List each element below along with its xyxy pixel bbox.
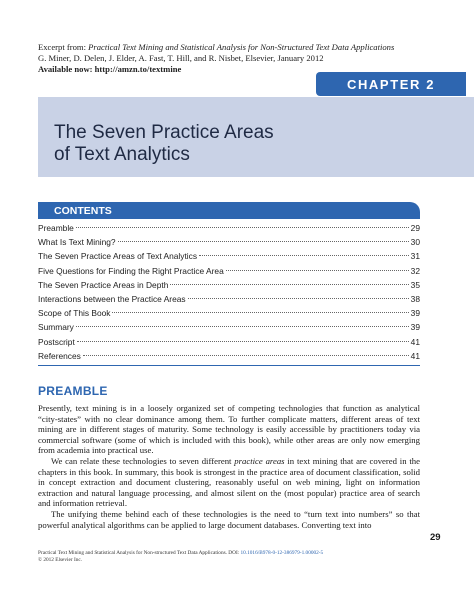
chapter-title-line-2: of Text Analytics bbox=[54, 144, 190, 165]
table-of-contents bbox=[38, 221, 420, 363]
excerpt-line-1 bbox=[38, 42, 458, 53]
toc-leader bbox=[112, 312, 408, 313]
toc-item-page: 41 bbox=[410, 350, 420, 361]
contents-divider bbox=[38, 365, 420, 366]
toc-item-label: Preamble bbox=[38, 223, 74, 233]
toc-item-label: References bbox=[38, 350, 81, 361]
preamble-paragraph-1: Presently, text mining is in a loosely organized set of competing technologies that function as analytical “city-states” with no clear dominance among them. To further complicate matters, different areas of text mining are in different stages of maturity. Some technology is easily accessible by practitioners today via commercial software (some of which is included with this book), while other areas are only now emerging from academia into practical use. bbox=[38, 403, 420, 456]
p2-text-before: We can relate these technologies to seven different bbox=[51, 455, 235, 466]
toc-item[interactable] bbox=[38, 235, 420, 249]
toc-item-page: 31 bbox=[410, 251, 420, 262]
footer-source: Practical Text Mining and Statistical Analysis for Non-structured Text Data Applications. DOI: bbox=[38, 550, 241, 556]
toc-item-label: Summary bbox=[38, 322, 74, 333]
preamble-paragraph-2 bbox=[38, 456, 420, 509]
toc-item[interactable] bbox=[38, 221, 420, 235]
toc-leader bbox=[226, 270, 409, 271]
toc-item-label: The Seven Practice Areas of Text Analytics bbox=[38, 251, 198, 262]
chapter-title-line-1: The Seven Practice Areas bbox=[54, 122, 274, 143]
toc-item-label: What Is Text Mining? bbox=[38, 237, 116, 248]
toc-item-page: 38 bbox=[410, 293, 420, 304]
toc-leader bbox=[76, 326, 409, 327]
excerpt-citation bbox=[38, 42, 458, 76]
footer-copyright: © 2012 Elsevier Inc. bbox=[38, 557, 83, 563]
footer-line-1 bbox=[38, 550, 438, 557]
toc-item-label: Postscript bbox=[38, 336, 75, 347]
toc-leader bbox=[83, 355, 409, 356]
toc-leader bbox=[118, 241, 409, 242]
excerpt-prefix: Excerpt from: bbox=[38, 42, 89, 52]
toc-item-page: 32 bbox=[410, 265, 420, 276]
page-number: 29 bbox=[430, 532, 441, 543]
toc-item[interactable] bbox=[38, 335, 420, 349]
toc-item[interactable] bbox=[38, 320, 420, 334]
page-footer bbox=[38, 550, 438, 564]
book-title: Practical Text Mining and Statistical Analysis for Non-Structured Text Data Applications bbox=[88, 42, 395, 52]
p2-text-after: in text mining that are covered in the chapters in this book. In summary, this book is strongest in the practice area of document classification, solid in concept extraction and document clustering, reasonably useful on web mining, light on information extraction and natural language processing, and almost silent on the (most popular) practice area of search and information retrieval. bbox=[38, 455, 420, 509]
toc-item-page: 39 bbox=[410, 322, 420, 333]
p2-emphasis: practice areas bbox=[234, 455, 285, 466]
toc-item[interactable] bbox=[38, 278, 420, 292]
toc-item[interactable] bbox=[38, 292, 420, 306]
doi-link[interactable]: 10.1016/B978-0-12-386979-1.00002-5 bbox=[240, 550, 324, 556]
toc-item-page: 29 bbox=[410, 223, 420, 233]
preamble-paragraph-3: The unifying theme behind each of these technologies is the need to “turn text into numbers” so that powerful analytical algorithms can be applied to large document databases. Converting text into bbox=[38, 508, 420, 530]
toc-item[interactable] bbox=[38, 349, 420, 363]
toc-item-page: 30 bbox=[410, 237, 420, 248]
toc-item[interactable] bbox=[38, 306, 420, 320]
preamble-heading: PREAMBLE bbox=[38, 384, 108, 398]
toc-item-page: 39 bbox=[410, 308, 420, 319]
chapter-title-band bbox=[38, 97, 474, 177]
available-link[interactable]: Available now: http://amzn.to/textmine bbox=[38, 64, 182, 75]
chapter-title bbox=[54, 122, 274, 166]
toc-item-page: 35 bbox=[410, 279, 420, 290]
toc-leader bbox=[170, 284, 408, 285]
toc-item-label: Scope of This Book bbox=[38, 308, 111, 319]
toc-item-label: Five Questions for Finding the Right Practice Area bbox=[38, 265, 224, 276]
chapter-label: CHAPTER 2 bbox=[316, 72, 466, 96]
toc-leader bbox=[76, 227, 409, 228]
toc-item-label: Interactions between the Practice Areas bbox=[38, 293, 186, 304]
toc-item-label: The Seven Practice Areas in Depth bbox=[38, 279, 169, 290]
excerpt-authors: G. Miner, D. Delen, J. Elder, A. Fast, T. Hill, and R. Nisbet, Elsevier, January 2012 bbox=[38, 53, 324, 64]
toc-item[interactable] bbox=[38, 249, 420, 263]
toc-leader bbox=[188, 298, 409, 299]
toc-leader bbox=[77, 341, 409, 342]
preamble-body bbox=[38, 403, 420, 530]
contents-heading: CONTENTS bbox=[38, 202, 420, 219]
toc-item[interactable] bbox=[38, 264, 420, 278]
toc-item-page: 41 bbox=[410, 336, 420, 347]
toc-leader bbox=[199, 255, 409, 256]
